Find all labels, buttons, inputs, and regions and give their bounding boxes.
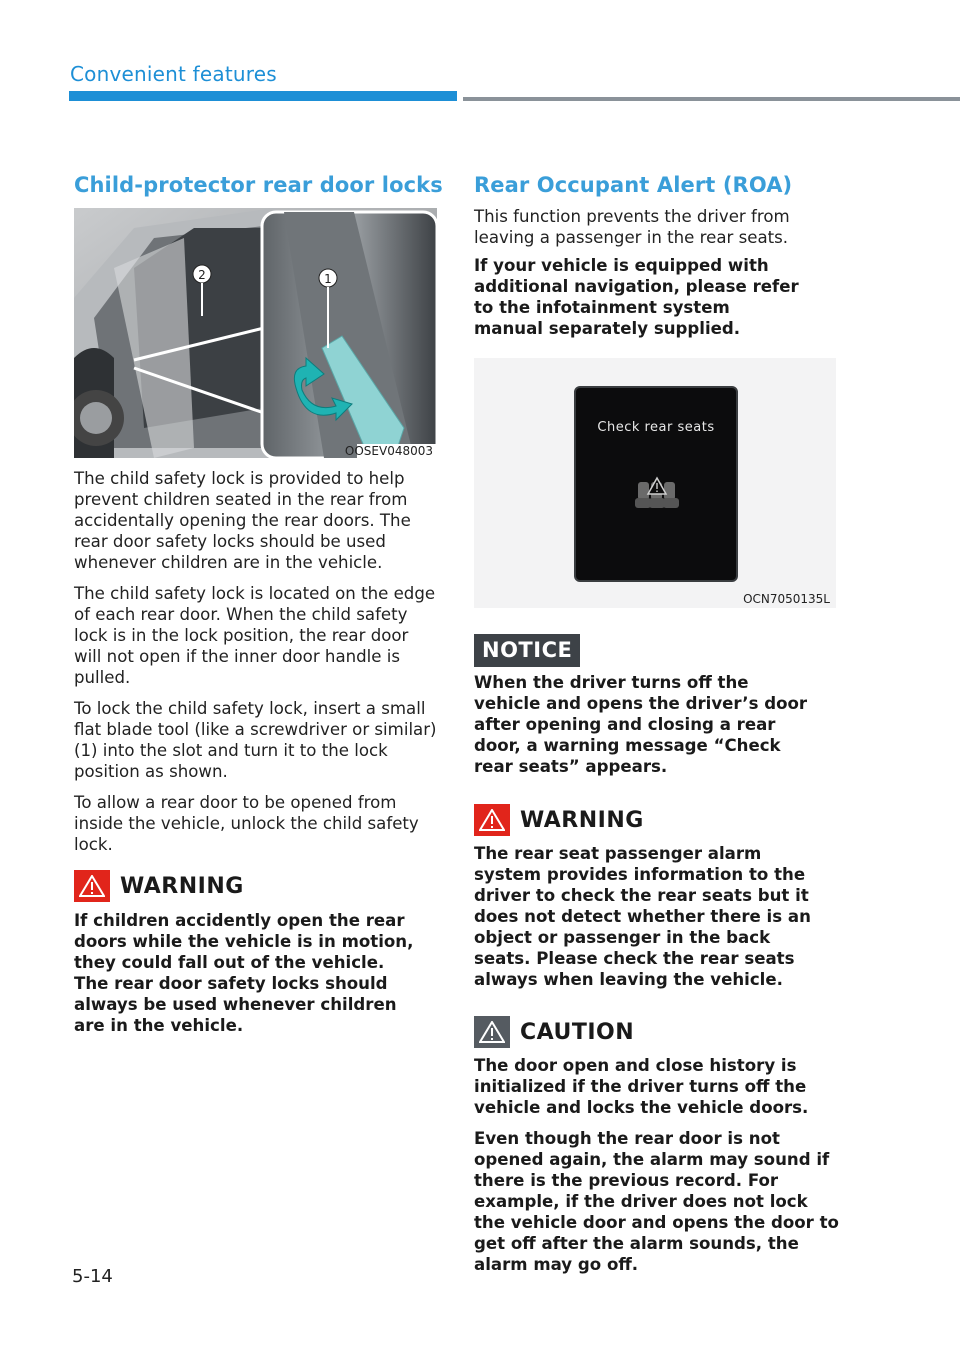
page-number: 5-14: [72, 1266, 113, 1287]
caution-text: [474, 1055, 840, 1285]
figure-code: OCN7050135L: [743, 592, 830, 606]
roa-figure: [474, 358, 836, 608]
paragraph: To allow a rear door to be opened from inside the vehicle, unlock the child safety lock.: [74, 793, 419, 854]
section-header-title: Convenient features: [70, 62, 277, 86]
notice-paragraph: When the driver turns off the vehicle and opens the driver’s door after opening and closing a rear door, a warning message “Check rear seats” appears.: [474, 673, 808, 776]
child-lock-body: [74, 468, 440, 865]
caution-label: CAUTION: [520, 1019, 635, 1045]
paragraph: To lock the child safety lock, insert a small flat blade tool (like a screwdriver or similar) (1) into the slot and turn it to the lock position as shown.: [74, 699, 437, 781]
warning-icon: [74, 870, 110, 902]
figure-code: OOSEV048003: [344, 444, 433, 458]
paragraph: The child safety lock is located on the edge of each rear door. When the child safety lock is in the lock position, the rear door will not open if the inner door handle is pulled.: [74, 584, 436, 687]
paragraph: This function prevents the driver from leaving a passenger in the rear seats.: [474, 207, 790, 247]
left-warning-text: [74, 910, 424, 1046]
paragraph: If your vehicle is equipped with additional navigation, please refer to the infotainment system manual separately supplied.: [474, 256, 799, 338]
cluster-screen: [574, 386, 738, 582]
child-lock-heading: Child-protector rear door locks: [74, 173, 443, 197]
left-warning-header: [74, 870, 244, 902]
notice-text: [474, 672, 814, 787]
caution-paragraph: The door open and close history is initialized if the driver turns off the vehicle and locks the vehicle doors.: [474, 1056, 809, 1117]
warning-text: If children accidently open the rear doors while the vehicle is in motion, they could fall out of the vehicle. The rear door safety locks should always be used whenever children are in the vehicle.: [74, 911, 414, 1035]
caution-header: [474, 1016, 634, 1048]
right-warning-text: [474, 843, 824, 1000]
right-warning-header: [474, 804, 644, 836]
notice-label: NOTICE: [474, 634, 580, 667]
screen-message: Check rear seats: [597, 420, 715, 435]
warning-label: WARNING: [520, 807, 644, 833]
roa-infotainment-note: [474, 255, 804, 349]
warning-label: WARNING: [120, 873, 244, 899]
child-lock-illustration: [74, 208, 437, 458]
warning-text: The rear seat passenger alarm system provides information to the driver to check the rear seats but it does not detect whether there is an object or passenger in the back seats. Please check the rear seats always when leaving the vehicle.: [474, 844, 811, 989]
paragraph: The child safety lock is provided to help prevent children seated in the rear from accidentally opening the rear doors. The rear door safety locks should be used whenever children are in the vehicle.: [74, 469, 411, 572]
rear-seat-icon: [632, 476, 682, 516]
header-divider-bar: [463, 97, 960, 101]
child-lock-figure: [74, 208, 437, 458]
header-accent-bar: [69, 91, 457, 101]
figure-callout-2: 2: [198, 268, 206, 282]
caution-paragraph: Even though the rear door is not opened again, the alarm may sound if there is the previous record. For example, if the driver does not lock the vehicle door and opens the door to get off after the alarm sounds, the alarm may go off.: [474, 1129, 839, 1274]
roa-intro: [474, 206, 824, 258]
roa-heading: Rear Occupant Alert (ROA): [474, 173, 793, 197]
figure-callout-1: 1: [324, 272, 332, 286]
warning-icon: [474, 804, 510, 836]
caution-icon: [474, 1016, 510, 1048]
